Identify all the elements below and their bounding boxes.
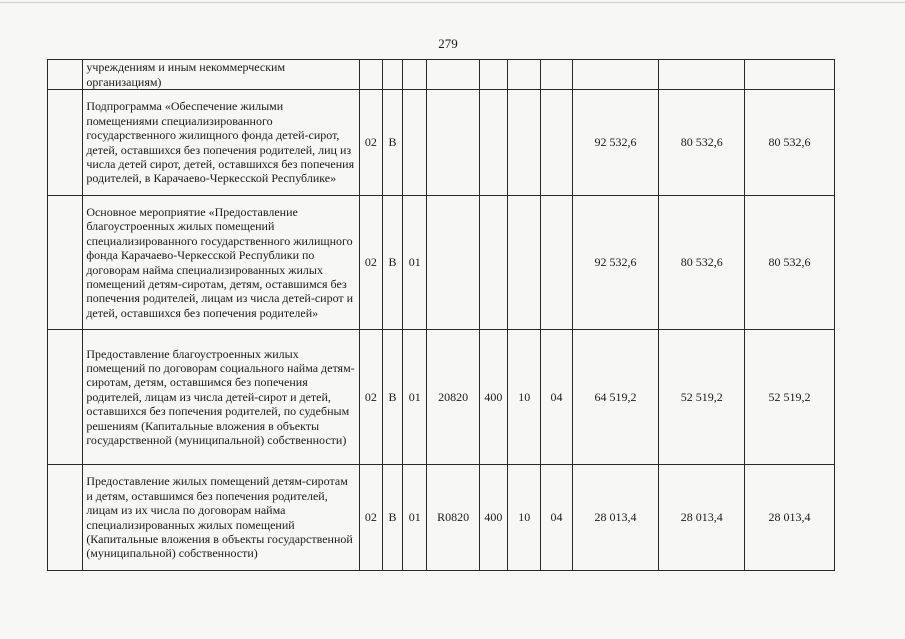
- code-cell: 02: [359, 90, 382, 196]
- amount-cell: 52 519,2: [745, 330, 835, 465]
- code-cell: [479, 60, 507, 90]
- code-cell: [427, 60, 479, 90]
- budget-table: [47, 59, 835, 571]
- code-cell: [541, 60, 572, 90]
- table-row: [48, 465, 835, 571]
- row-marker-cell: [48, 196, 83, 330]
- code-cell: 02: [359, 330, 382, 465]
- description-cell: Предоставление жилых помещений детям-сиротам и детям, оставшимся без попечения родителей, лицам из их числа по договорам найма специализированных жилых помещений (Капитальные вложения в объекты государственной (муниципальной) собственности): [83, 465, 359, 571]
- table-row: [48, 196, 835, 330]
- scan-edge-line: [0, 2, 905, 3]
- code-cell: 04: [541, 465, 572, 571]
- code-cell: 01: [403, 465, 427, 571]
- code-cell: [508, 60, 541, 90]
- code-cell: 02: [359, 196, 382, 330]
- code-cell: [541, 90, 572, 196]
- amount-cell: 52 519,2: [659, 330, 745, 465]
- description-cell: Предоставление благоустроенных жилых помещений по договорам социального найма детям-сиротам, детям, оставшимся без попечения родителей, лицам из числа детей-сирот и детей, оставшихся без попечения родителей, по судебным решениям (Капитальные вложения в объекты государственной (муниципальной) собственности): [83, 330, 359, 465]
- code-cell: 10: [508, 465, 541, 571]
- code-cell: В: [382, 90, 402, 196]
- code-cell: [541, 196, 572, 330]
- row-marker-cell: [48, 90, 83, 196]
- amount-cell: 80 532,6: [659, 196, 745, 330]
- code-cell: 400: [479, 330, 507, 465]
- code-cell: [427, 90, 479, 196]
- code-cell: 400: [479, 465, 507, 571]
- page-number: 279: [438, 36, 458, 51]
- code-cell: [427, 196, 479, 330]
- code-cell: В: [382, 330, 402, 465]
- amount-cell: [745, 60, 835, 90]
- amount-cell: 28 013,4: [659, 465, 745, 571]
- code-cell: [403, 60, 427, 90]
- code-cell: 01: [403, 196, 427, 330]
- code-cell: 20820: [427, 330, 479, 465]
- code-cell: 04: [541, 330, 572, 465]
- code-cell: [479, 90, 507, 196]
- code-cell: В: [382, 465, 402, 571]
- amount-cell: 28 013,4: [745, 465, 835, 571]
- code-cell: R0820: [427, 465, 479, 571]
- amount-cell: 92 532,6: [572, 90, 659, 196]
- row-marker-cell: [48, 330, 83, 465]
- code-cell: [508, 90, 541, 196]
- code-cell: 10: [508, 330, 541, 465]
- row-marker-cell: [48, 465, 83, 571]
- code-cell: [403, 90, 427, 196]
- code-cell: В: [382, 196, 402, 330]
- code-cell: [382, 60, 402, 90]
- description-cell: Подпрограмма «Обеспечение жилыми помещениями специализированного государственного жилищного фонда детей-сирот, детей, оставшихся без попечения родителей, лиц из числа детей сирот, детей, оставшихся без попечения родителей, в Карачаево-Черкесской Республике»: [83, 90, 359, 196]
- table-row: [48, 90, 835, 196]
- amount-cell: [659, 60, 745, 90]
- code-cell: 02: [359, 465, 382, 571]
- amount-cell: 28 013,4: [572, 465, 659, 571]
- table-row: [48, 60, 835, 90]
- table-row: [48, 330, 835, 465]
- description-cell: Основное мероприятие «Предоставление благоустроенных жилых помещений специализированного государственного жилищного фонда Карачаево-Черкесской Республики по договорам найма специализированных жилых помещений детям-сиротам, детям, оставшимся без попечения родителей, лицам из числа детей-сирот и детей, оставшихся без попечения родителей»: [83, 196, 359, 330]
- code-cell: [479, 196, 507, 330]
- amount-cell: [572, 60, 659, 90]
- amount-cell: 80 532,6: [745, 196, 835, 330]
- code-cell: [508, 196, 541, 330]
- amount-cell: 80 532,6: [745, 90, 835, 196]
- amount-cell: 92 532,6: [572, 196, 659, 330]
- amount-cell: 64 519,2: [572, 330, 659, 465]
- amount-cell: 80 532,6: [659, 90, 745, 196]
- row-marker-cell: [48, 60, 83, 90]
- description-cell: учреждениям и иным некоммерческим организациям): [83, 60, 359, 90]
- code-cell: [359, 60, 382, 90]
- code-cell: 01: [403, 330, 427, 465]
